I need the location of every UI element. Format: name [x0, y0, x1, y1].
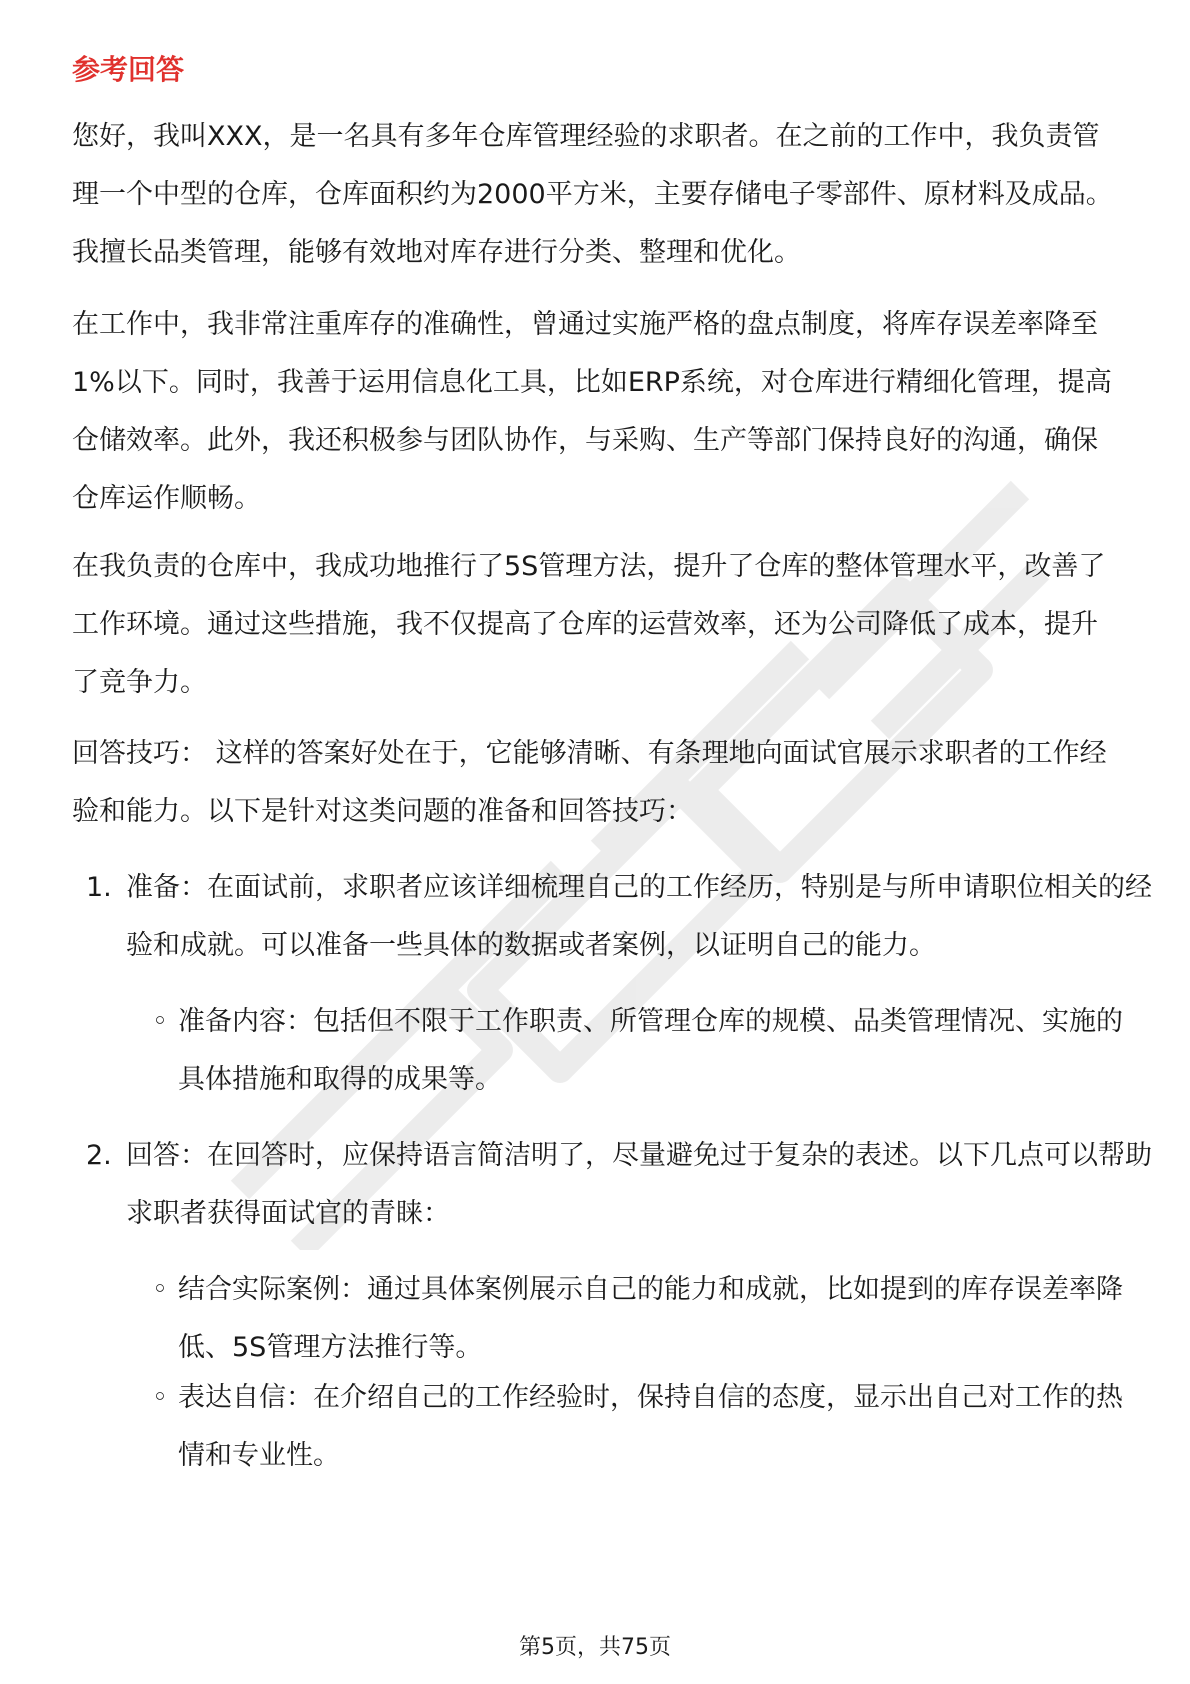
sub-list-item-text: 准备内容：包括但不限于工作职责、所管理仓库的规模、品类管理情况、实施的具体措施和取得的成果等。 [178, 1006, 1123, 1095]
sub-list-item [152, 1369, 1138, 1485]
list-item-number: 1. [86, 872, 112, 903]
list-item-text: 回答：在回答时，应保持语言简洁明了，尽量避免过于复杂的表述。以下几点可以帮助求职者获得面试官的青睐： [126, 1140, 1152, 1229]
bullet-icon: ◦ [152, 1006, 168, 1037]
sub-list-item-text: 表达自信：在介绍自己的工作经验时，保持自信的态度，显示出自己对工作的热情和专业性。 [178, 1382, 1123, 1471]
sub-list-item [152, 1261, 1138, 1377]
paragraph-accuracy: 在工作中，我非常注重库存的准确性，曾通过实施严格的盘点制度，将库存误差率降至1%以下。同时，我善于运用信息化工具，比如ERP系统，对仓库进行精细化管理，提高仓储效率。此外，我还积极参与团队协作，与采购、生产等部门保持良好的沟通，确保仓库运作顺畅。 [72, 309, 1112, 514]
paragraph-tips: 回答技巧： 这样的答案好处在于，它能够清晰、有条理地向面试官展示求职者的工作经验和能力。以下是针对这类问题的准备和回答技巧： [72, 738, 1107, 827]
section-heading: 参考回答 [72, 53, 185, 86]
bullet-icon: ◦ [152, 1382, 168, 1413]
bullet-icon: ◦ [152, 1274, 168, 1305]
list-item-text: 准备：在面试前，求职者应该详细梳理自己的工作经历，特别是与所申请职位相关的经验和成就。可以准备一些具体的数据或者案例，以证明自己的能力。 [126, 872, 1152, 961]
paragraph-5s: 在我负责的仓库中，我成功地推行了5S管理方法，提升了仓库的整体管理水平，改善了工作环境。通过这些措施，我不仅提高了仓库的运营效率，还为公司降低了成本，提升了竞争力。 [72, 551, 1106, 698]
paragraph-intro: 您好，我叫XXX，是一名具有多年仓库管理经验的求职者。在之前的工作中，我负责管理一个中型的仓库，仓库面积约为2000平方米，主要存储电子零部件、原材料及成品。我擅长品类管理，能够有效地对库存进行分类、整理和优化。 [72, 121, 1113, 268]
page-number-footer: 第5页，共75页 [519, 1635, 671, 1660]
list-item-number: 2. [86, 1140, 112, 1171]
list-item [86, 1127, 1156, 1243]
list-item [86, 859, 1156, 975]
sub-list-item [152, 993, 1138, 1109]
sub-list-item-text: 结合实际案例：通过具体案例展示自己的能力和成就，比如提到的库存误差率降低、5S管理方法推行等。 [178, 1274, 1123, 1363]
